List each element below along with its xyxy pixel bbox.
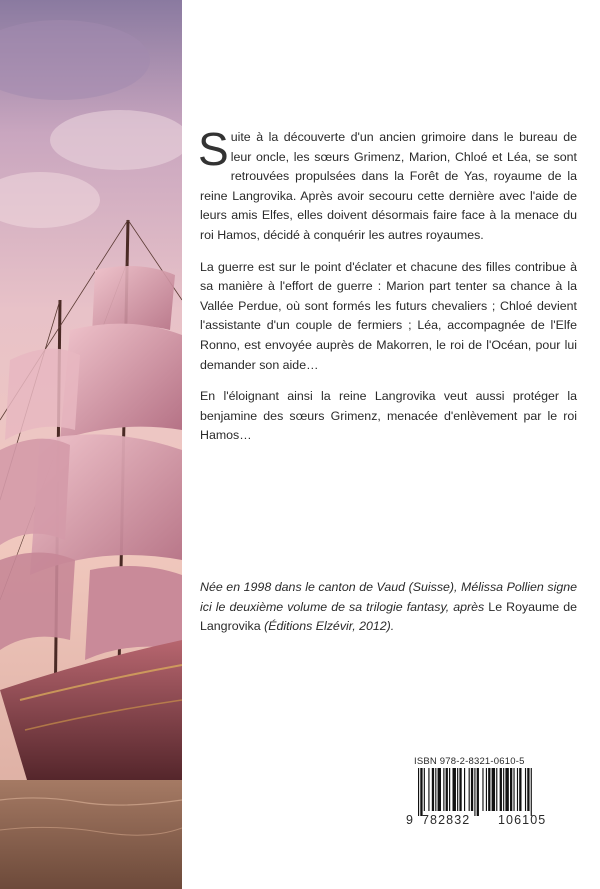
barcode-bar <box>420 768 422 816</box>
barcode-bar <box>469 768 470 811</box>
author-bio <box>200 578 577 637</box>
barcode-bar <box>424 768 425 811</box>
synopsis-paragraph-2: La guerre est sur le point d'éclater et chacune des filles contribue à sa manière à l'effort de guerre : Marion part tenter sa chance à la Vallée Perdue, où sont formés les futurs chevaliers ; Chloé devient l'assistante d'un couple de fermiers ; Léa, accompagnée de l'Elfe Ronno, est envoyée auprès de Makorren, le roi de l'Océan, pour lui demander son aide… <box>200 259 577 372</box>
barcode-bar <box>525 768 526 811</box>
barcode-bar <box>438 768 441 811</box>
barcode-bar <box>432 768 434 811</box>
barcode-bar <box>486 768 487 811</box>
barcode-bar <box>513 768 514 811</box>
barcode-bar <box>474 768 475 816</box>
barcode-bar <box>496 768 497 811</box>
back-cover-text <box>198 123 577 458</box>
barcode-bar <box>492 768 495 811</box>
synopsis-paragraph-1 <box>198 123 577 246</box>
barcode-bar <box>500 768 502 811</box>
barcode-bar <box>505 768 508 811</box>
isbn-barcode <box>408 756 580 830</box>
barcode-bar <box>457 768 458 811</box>
barcode-digits-left: 782832 <box>422 813 471 827</box>
barcode-bar <box>459 768 461 811</box>
cover-illustration-ship <box>0 0 182 889</box>
barcode-bar <box>464 768 465 811</box>
barcode-bar <box>453 768 456 811</box>
barcode-bar <box>435 768 436 811</box>
barcode-bar <box>477 768 479 816</box>
previous-book-title: Le Royaume de Langrovika <box>200 599 577 634</box>
drop-cap: S <box>198 123 229 175</box>
barcode-bar <box>519 768 521 811</box>
barcode-bar <box>503 768 504 811</box>
barcode-digit-first: 9 <box>406 813 415 827</box>
ship-painting <box>0 0 182 889</box>
barcode-bar <box>428 768 429 811</box>
barcode-bar <box>449 768 450 811</box>
barcode-bar <box>488 768 490 811</box>
author-bio-part-2: (Éditions Elzévir, 2012). <box>260 619 395 634</box>
barcode-bar <box>443 768 444 811</box>
barcode-bars <box>408 768 580 816</box>
synopsis-paragraph-1-text: uite à la découverte d'un ancien grimoire dans le bureau de leur oncle, les sœurs Grimenz, Marion, Chloé et Léa, se sont retrouvées propulsées dans la Forêt de Yas, royaume de la reine Langrovika. Après avoir secouru cette dernière avec l'aide de leurs amis Elfes, elles doivent désormais faire face à la menace du roi Hamos, décidé à conquérir les autres royaumes. <box>200 130 577 242</box>
isbn-number: ISBN 978-2-8321-0610-5 <box>414 756 525 767</box>
barcode-bar <box>510 768 512 811</box>
barcode-bar <box>482 768 483 811</box>
barcode-bar <box>527 768 529 811</box>
author-bio-part-1: Née en 1998 dans le canton de Vaud (Suisse), Mélissa Pollien signe ici le deuxième volume de sa trilogie fantasy, après <box>200 580 577 614</box>
barcode-bar <box>471 768 473 811</box>
barcode-bar <box>517 768 518 811</box>
barcode-digits-right: 106105 <box>498 813 547 827</box>
barcode-bar <box>531 768 532 816</box>
barcode-bar <box>446 768 448 811</box>
barcode-bar <box>418 768 419 816</box>
synopsis-paragraph-3: En l'éloignant ainsi la reine Langrovika veut aussi protéger la benjamine des sœurs Grimenz, menacée d'enlèvement par le roi Hamos… <box>200 389 577 443</box>
